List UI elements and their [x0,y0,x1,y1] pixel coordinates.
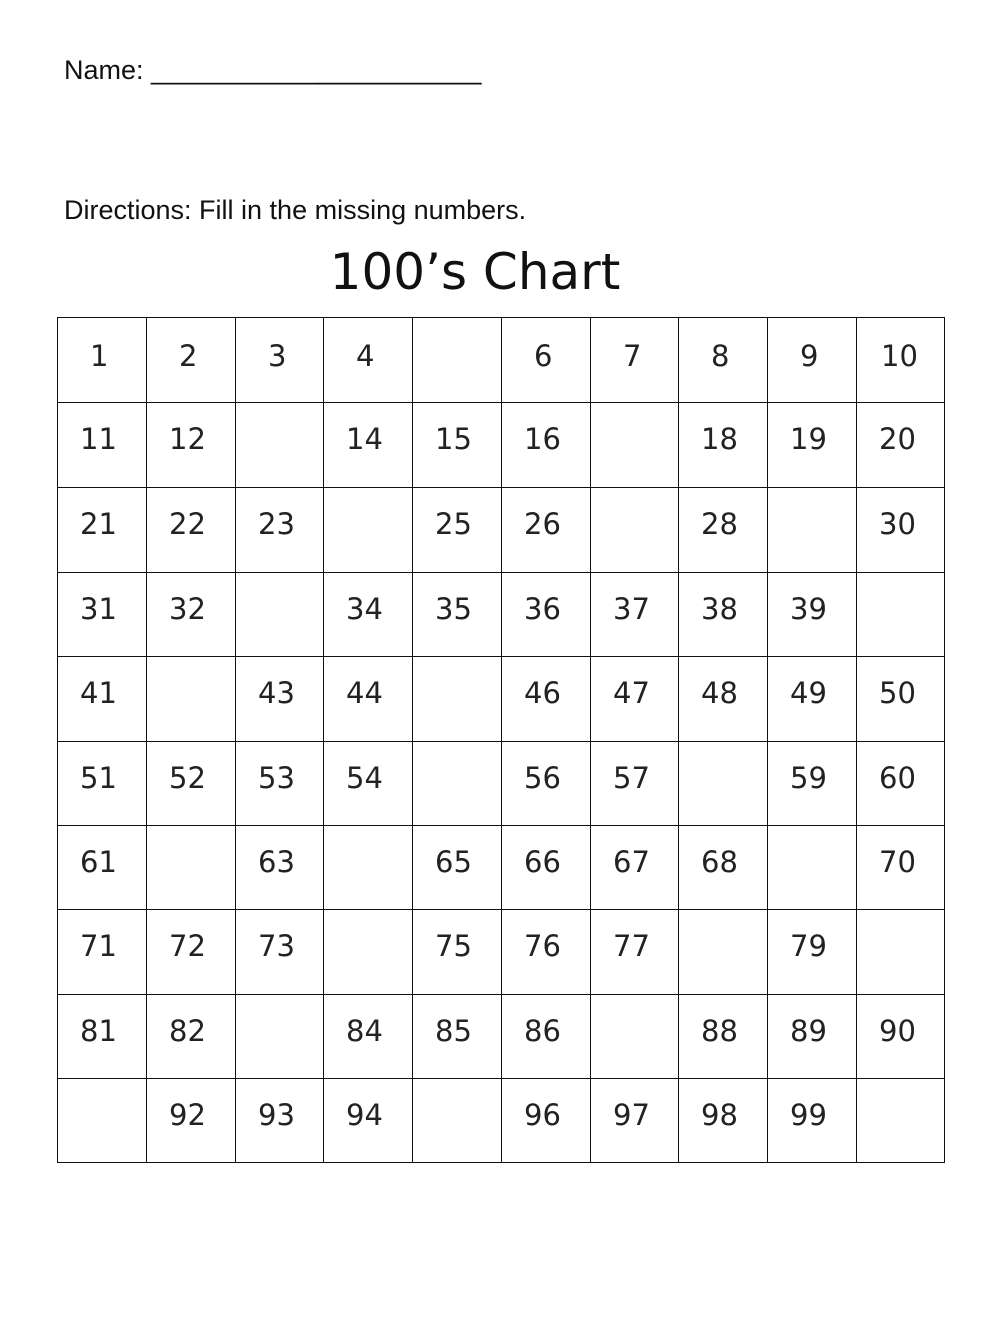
cell-number: 32 [169,592,206,626]
cell-number: 14 [346,422,383,456]
grid-cell [147,573,236,657]
cell-number: 31 [80,592,117,626]
grid-cell [857,742,945,826]
cell-number: 50 [879,676,916,710]
grid-cell-blank[interactable] [413,318,502,403]
grid-cell-blank[interactable] [591,995,679,1079]
cell-number: 35 [435,592,472,626]
grid-cell [236,1079,324,1163]
cell-number: 16 [524,422,561,456]
grid-row [58,657,945,742]
grid-cell [324,318,413,403]
grid-cell [679,995,768,1079]
grid-row [58,742,945,826]
cell-number: 81 [80,1014,117,1048]
cell-number: 96 [524,1098,561,1132]
cell-number: 97 [613,1098,650,1132]
grid-cell [591,742,679,826]
cell-number: 60 [879,761,916,795]
grid-cell [857,403,945,488]
cell-number: 73 [258,929,295,963]
grid-cell [58,318,147,403]
cell-number: 53 [258,761,295,795]
grid-cell [58,995,147,1079]
grid-cell-blank[interactable] [679,910,768,995]
cell-number: 41 [80,676,117,710]
cell-number: 93 [258,1098,295,1132]
cell-number: 56 [524,761,561,795]
cell-number: 94 [346,1098,383,1132]
grid-cell [147,318,236,403]
cell-number: 10 [881,339,918,373]
directions-text: Directions: Fill in the missing numbers. [64,195,527,225]
cell-number: 43 [258,676,295,710]
grid-cell-blank[interactable] [58,1079,147,1163]
grid-cell [413,488,502,573]
chart-title: 100’s Chart [329,243,621,301]
cell-number: 44 [346,676,383,710]
grid-cell-blank[interactable] [413,742,502,826]
cell-number: 26 [524,507,561,541]
grid-cell [413,826,502,910]
cell-number: 92 [169,1098,206,1132]
grid-cell-blank[interactable] [857,910,945,995]
cell-number: 7 [623,339,642,373]
cell-number: 98 [701,1098,738,1132]
grid-cell [502,995,591,1079]
cell-number: 57 [613,761,650,795]
cell-number: 66 [524,845,561,879]
grid-cell-blank[interactable] [413,657,502,742]
grid-cell [502,1079,591,1163]
grid-row [58,995,945,1079]
cell-number: 38 [701,592,738,626]
grid-cell [236,742,324,826]
cell-number: 28 [701,507,738,541]
cell-number: 37 [613,592,650,626]
grid-cell [58,742,147,826]
grid-cell [679,403,768,488]
grid-cell [324,995,413,1079]
grid-cell [58,488,147,573]
cell-number: 99 [790,1098,827,1132]
grid-cell [768,573,857,657]
grid-cell [591,1079,679,1163]
cell-number: 67 [613,845,650,879]
grid-cell [768,403,857,488]
cell-number: 76 [524,929,561,963]
grid-cell [58,826,147,910]
cell-number: 77 [613,929,650,963]
cell-number: 3 [268,339,287,373]
cell-number: 6 [534,339,553,373]
hundreds-grid [57,317,945,1163]
cell-number: 82 [169,1014,206,1048]
grid-row [58,488,945,573]
grid-cell [324,403,413,488]
grid-row [58,910,945,995]
grid-cell [679,488,768,573]
grid-cell [236,910,324,995]
grid-cell [502,318,591,403]
grid-cell-blank[interactable] [236,573,324,657]
grid-cell [58,573,147,657]
grid-cell-blank[interactable] [324,826,413,910]
grid-cell [502,657,591,742]
cell-number: 84 [346,1014,383,1048]
cell-number: 20 [879,422,916,456]
grid-cell [58,657,147,742]
cell-number: 36 [524,592,561,626]
grid-cell [147,403,236,488]
cell-number: 65 [435,845,472,879]
cell-number: 61 [80,845,117,879]
cell-number: 85 [435,1014,472,1048]
grid-cell [679,573,768,657]
cell-number: 90 [879,1014,916,1048]
grid-cell [857,826,945,910]
grid-cell [679,826,768,910]
cell-number: 4 [356,339,375,373]
grid-row [58,573,945,657]
grid-cell [147,488,236,573]
grid-cell [502,403,591,488]
cell-number: 89 [790,1014,827,1048]
cell-number: 22 [169,507,206,541]
cell-number: 1 [90,339,109,373]
grid-cell [236,826,324,910]
grid-cell [413,403,502,488]
grid-cell [857,657,945,742]
cell-number: 59 [790,761,827,795]
grid-cell [591,318,679,403]
grid-cell [768,1079,857,1163]
cell-number: 2 [179,339,198,373]
grid-cell [502,826,591,910]
cell-number: 21 [80,507,117,541]
cell-number: 8 [711,339,730,373]
grid-cell [147,995,236,1079]
grid-cell-blank[interactable] [679,742,768,826]
grid-cell [324,657,413,742]
grid-cell-blank[interactable] [324,910,413,995]
grid-cell [324,573,413,657]
grid-row [58,1079,945,1163]
cell-number: 46 [524,676,561,710]
grid-cell [58,403,147,488]
grid-cell-blank[interactable] [147,657,236,742]
grid-cell [413,995,502,1079]
cell-number: 25 [435,507,472,541]
cell-number: 23 [258,507,295,541]
cell-number: 51 [80,761,117,795]
cell-number: 9 [800,339,819,373]
cell-number: 49 [790,676,827,710]
grid-cell [591,910,679,995]
grid-cell [502,488,591,573]
grid-cell [857,318,945,403]
cell-number: 54 [346,761,383,795]
grid-cell [679,1079,768,1163]
grid-cell-blank[interactable] [857,573,945,657]
grid-cell [324,1079,413,1163]
cell-number: 68 [701,845,738,879]
cell-number: 12 [169,422,206,456]
grid-cell [768,910,857,995]
grid-cell [236,318,324,403]
grid-cell [768,318,857,403]
grid-cell [679,657,768,742]
grid-cell [147,1079,236,1163]
cell-number: 19 [790,422,827,456]
grid-cell [768,995,857,1079]
grid-cell [236,657,324,742]
grid-cell-blank[interactable] [324,488,413,573]
cell-number: 63 [258,845,295,879]
grid-cell-blank[interactable] [857,1079,945,1163]
cell-number: 39 [790,592,827,626]
cell-number: 86 [524,1014,561,1048]
grid-cell [413,573,502,657]
grid-cell-blank[interactable] [768,826,857,910]
grid-cell [591,573,679,657]
grid-row [58,318,945,403]
grid-cell [502,573,591,657]
grid-cell [768,657,857,742]
grid-cell [591,826,679,910]
cell-number: 88 [701,1014,738,1048]
grid-cell [857,995,945,1079]
cell-number: 79 [790,929,827,963]
name-field-label: Name: ______________________ [64,55,482,85]
cell-number: 52 [169,761,206,795]
cell-number: 72 [169,929,206,963]
cell-number: 75 [435,929,472,963]
grid-cell-blank[interactable] [413,1079,502,1163]
cell-number: 34 [346,592,383,626]
grid-cell-blank[interactable] [236,995,324,1079]
cell-number: 71 [80,929,117,963]
cell-number: 70 [879,845,916,879]
grid-cell [324,742,413,826]
grid-cell-blank[interactable] [236,403,324,488]
grid-cell-blank[interactable] [591,403,679,488]
cell-number: 15 [435,422,472,456]
grid-cell [413,910,502,995]
grid-cell [147,910,236,995]
grid-cell [502,742,591,826]
grid-cell [857,488,945,573]
cell-number: 47 [613,676,650,710]
grid-cell [502,910,591,995]
grid-cell [236,488,324,573]
grid-row [58,826,945,910]
grid-cell-blank[interactable] [147,826,236,910]
grid-cell [58,910,147,995]
cell-number: 30 [879,507,916,541]
cell-number: 11 [80,422,117,456]
grid-cell-blank[interactable] [591,488,679,573]
grid-cell [591,657,679,742]
grid-cell-blank[interactable] [768,488,857,573]
grid-cell [147,742,236,826]
grid-cell [768,742,857,826]
grid-row [58,403,945,488]
grid-cell [679,318,768,403]
cell-number: 18 [701,422,738,456]
cell-number: 48 [701,676,738,710]
